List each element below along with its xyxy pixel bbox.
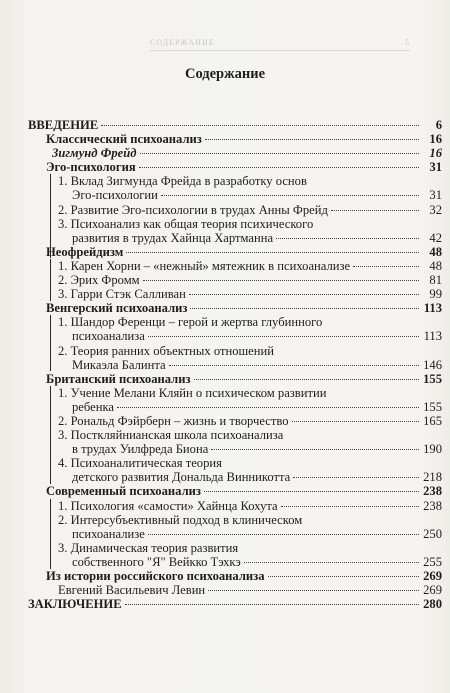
toc-item-line: ребенка: [72, 399, 114, 414]
toc-page-number: 250: [423, 526, 442, 541]
toc-group-hungary: [28, 315, 442, 371]
toc-entry-conclusion[interactable]: [28, 597, 442, 611]
toc-page-number: 269: [423, 583, 442, 598]
page-title: Содержание: [184, 66, 266, 82]
toc-page-number: 16: [429, 132, 442, 147]
toc-page-number: 155: [423, 371, 442, 386]
toc-item[interactable]: [28, 541, 442, 569]
dot-leader: [148, 533, 419, 535]
dot-leader: [205, 138, 419, 140]
toc-section-neo[interactable]: [28, 245, 442, 259]
toc-item-line: 4. Психоаналитическая теория: [58, 456, 222, 471]
toc-item[interactable]: [28, 287, 442, 301]
toc-item-line: развития в трудах Хайнца Хартманна: [72, 230, 274, 245]
toc-item[interactable]: [28, 513, 442, 541]
dot-leader: [211, 448, 419, 450]
toc-item-line: 2. Эрих Фромм: [58, 273, 140, 288]
toc-item-line: 1. Психология «самости» Хайнца Кохута: [58, 498, 278, 513]
toc-section-hungary[interactable]: [28, 301, 442, 315]
toc-entry-label: Британский психоанализ: [46, 371, 191, 386]
dot-leader: [190, 307, 419, 309]
toc-page-number: 99: [429, 287, 442, 302]
toc-item[interactable]: [28, 428, 442, 456]
toc-page-number: 269: [423, 569, 442, 583]
dot-leader: [139, 166, 419, 168]
toc-page-number: 113: [423, 329, 442, 344]
toc-page-number: 238: [423, 484, 442, 499]
toc-item-line: собственного "Я" Вейкко Тэхкэ: [72, 554, 241, 569]
dot-leader: [244, 561, 419, 563]
toc-item-line: 1. Карен Хорни – «нежный» мятежник в психоанализе: [58, 258, 351, 273]
toc-item[interactable]: [28, 259, 442, 273]
toc-page-number: 48: [429, 258, 442, 273]
toc-entry-label: ЗАКЛЮЧЕНИЕ: [28, 597, 122, 612]
toc-page-number: 16: [429, 146, 442, 161]
toc-page-number: 155: [423, 399, 442, 414]
toc-entry-label: Из истории российского психоанализа: [46, 569, 265, 583]
toc-page-number: 6: [435, 118, 442, 132]
toc-page-number: 280: [423, 597, 442, 612]
toc-section-russia[interactable]: [28, 569, 442, 583]
toc-item-line: в трудах Уилфреда Биона: [72, 442, 209, 457]
toc-item-line: 1. Вклад Зигмунда Фрейда в разработку основ: [58, 174, 307, 189]
toc-item[interactable]: [28, 499, 442, 513]
toc-page-number: 190: [423, 442, 442, 457]
toc-entry-label: Евгений Васильевич Левин: [58, 583, 206, 598]
dot-leader: [331, 209, 419, 211]
toc-item-line: 3. Посткляйнианская школа психоанализа: [58, 428, 284, 443]
ghost-page-number: 5: [405, 38, 410, 47]
toc-item-line: 3. Психоанализ как общая теория психического: [58, 216, 314, 231]
toc-page-number: 165: [423, 413, 442, 428]
toc-page-number: 31: [429, 160, 442, 175]
toc-page-number: 113: [423, 301, 442, 316]
dot-leader: [292, 420, 419, 422]
dot-leader: [126, 251, 419, 253]
toc-item[interactable]: [28, 174, 442, 202]
dot-leader: [268, 575, 419, 577]
dot-leader: [281, 505, 419, 507]
toc-item-line: 2. Теория ранних объектных отношений: [58, 343, 274, 358]
toc-section-ego[interactable]: [28, 160, 442, 174]
dot-leader: [101, 124, 419, 126]
toc-item[interactable]: [28, 217, 442, 245]
toc-item[interactable]: [28, 273, 442, 287]
toc-page-number: 81: [429, 273, 442, 288]
toc-item[interactable]: [28, 315, 442, 343]
toc-page-number: 31: [429, 188, 442, 203]
toc-item-line: Эго-психологии: [72, 188, 158, 203]
toc-section-classic[interactable]: [28, 132, 442, 146]
toc-item-line: Микаэла Балинта: [72, 357, 166, 372]
toc-page-number: 32: [429, 202, 442, 217]
dot-leader: [189, 293, 419, 295]
toc-item[interactable]: [28, 344, 442, 372]
toc-group-modern: [28, 499, 442, 569]
toc-entry-label: Классический психоанализ: [46, 132, 202, 147]
toc-item-line: 2. Рональд Фэйрберн – жизнь и творчество: [58, 413, 289, 428]
toc-entry-label: Неофрейдизм: [46, 244, 124, 259]
toc-section-british[interactable]: [28, 372, 442, 386]
dot-leader: [204, 490, 419, 492]
dot-leader: [148, 335, 419, 337]
toc-entry-label: Современный психоанализ: [46, 484, 201, 499]
toc-page-number: 255: [423, 554, 442, 569]
dot-leader: [161, 194, 419, 196]
toc-item-line: психоанализа: [72, 329, 145, 344]
toc-item-line: детского развития Дональда Винникотта: [72, 470, 291, 485]
toc-item[interactable]: [28, 414, 442, 428]
toc-entry-freud[interactable]: [28, 146, 442, 160]
dot-leader: [169, 364, 419, 366]
toc-group-neo: [28, 259, 442, 301]
toc-group-british: [28, 386, 442, 485]
toc-page-number: 48: [429, 244, 442, 259]
toc-item[interactable]: [28, 456, 442, 484]
toc-page-number: 42: [429, 230, 442, 245]
dot-leader: [194, 378, 419, 380]
toc-page-number: 218: [423, 470, 442, 485]
dot-leader: [117, 406, 419, 408]
toc-item[interactable]: [28, 386, 442, 414]
toc-page-number: 146: [423, 357, 442, 372]
dot-leader: [353, 265, 419, 267]
dot-leader: [143, 279, 419, 281]
toc-item-line: 1. Шандор Ференци – герой и жертва глубинного: [58, 315, 323, 330]
table-of-contents: [28, 118, 442, 611]
bleed-through-header: [150, 38, 410, 51]
toc-entry-label: Зигмунд Фрейд: [52, 146, 137, 161]
toc-item-line: психоанализе: [72, 526, 145, 541]
dot-leader: [140, 152, 419, 154]
toc-item-line: 3. Гарри Стэк Салливан: [58, 287, 186, 302]
ghost-header-text: СОДЕРЖАНИЕ: [150, 38, 215, 47]
toc-item-line: 2. Интерсубъективный подход в клиническом: [58, 512, 303, 527]
toc-entry-label: ВВЕДЕНИЕ: [28, 118, 99, 132]
dot-leader: [208, 589, 419, 591]
toc-group-ego: [28, 174, 442, 244]
toc-entry-levin[interactable]: [28, 583, 442, 597]
dot-leader: [293, 476, 419, 478]
toc-item[interactable]: [28, 203, 442, 217]
toc-section-modern[interactable]: [28, 484, 442, 498]
toc-item-line: 1. Учение Мелани Кляйн о психическом развитии: [58, 385, 327, 400]
toc-entry-intro[interactable]: [28, 118, 442, 132]
toc-item-line: 2. Развитие Эго-психологии в трудах Анны Фрейд: [58, 202, 328, 217]
dot-leader: [276, 237, 419, 239]
toc-item-line: 3. Динамическая теория развития: [58, 540, 239, 555]
toc-page-number: 238: [423, 498, 442, 513]
toc-entry-label: Эго-психология: [46, 160, 136, 175]
toc-entry-label: Венгерский психоанализ: [46, 301, 188, 316]
dot-leader: [125, 603, 419, 605]
